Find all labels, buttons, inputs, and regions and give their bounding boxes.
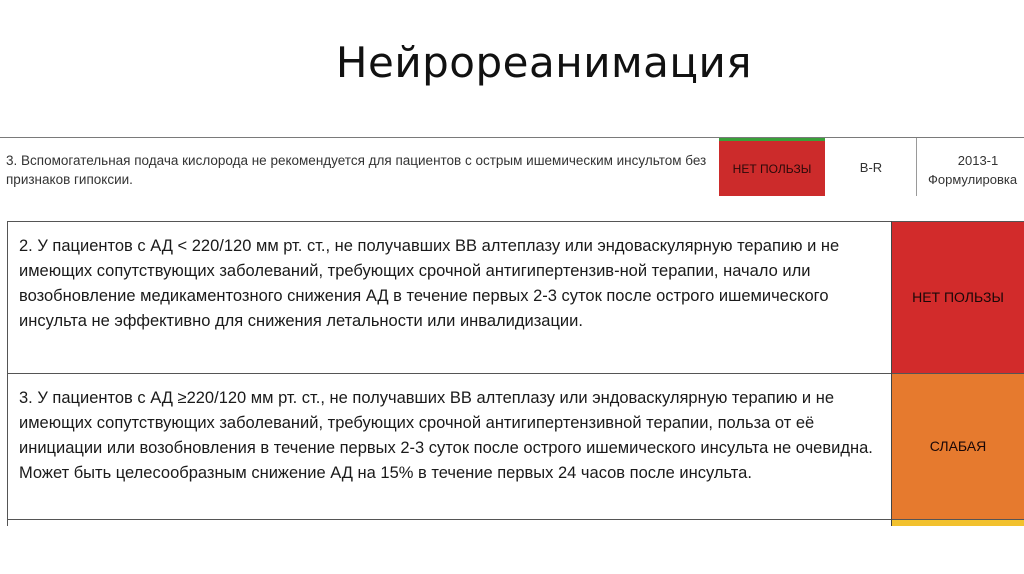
strip-strength-cell: НЕТ ПОЛЬЗЫ [719, 138, 825, 196]
page-title: Нейрореанимация [335, 38, 753, 87]
strip-year: 2013-1 [957, 153, 999, 168]
table-border-top [7, 221, 1024, 222]
strip-recommendation-text: 3. Вспомогательная подача кислорода не рекомендуется для пациентов с острым ишемическим инсультом без признаков гипоксии. [6, 153, 707, 187]
strip-year-note: Формулировка [928, 172, 1018, 187]
strength-cell: СЛАБАЯ [892, 373, 1024, 519]
recommendation-strip [0, 137, 1024, 198]
recommendations-table [7, 221, 1024, 526]
strip-divider [916, 138, 917, 196]
table-row [7, 221, 1024, 373]
recommendation-text: 2. У пациентов с АД < 220/120 мм рт. ст., не получавших ВВ алтеплазу или эндоваскулярную терапию и не имеющих сопутствующих заболеваний, требующих срочной антигипертензив-ной терапии, начало или возобновление медикаментозного снижения АД в течение первых 2-3 суток после острого ишемического инсульта не эффективно для снижения летальности или инвалидизации. [19, 237, 840, 330]
recommendation-text: 3. У пациентов с АД ≥220/120 мм рт. ст., не получавших ВВ алтеплазу или эндоваскулярную терапию и не имеющих сопутствующих заболеваний, требующих срочной антигипертензивной терапии, польза от её инициации или возобновления в течение первых 2-3 суток после острого ишемического инсульта не очевидна. Может быть целесообразным снижение АД на 15% в течение первых 24 часов после инсульта. [19, 389, 873, 482]
table-row [7, 373, 1024, 519]
table-row-divider [7, 373, 1024, 374]
strength-cell: НЕТ ПОЛЬЗЫ [892, 221, 1024, 373]
table-column-divider [891, 221, 892, 526]
next-row-color-hint [892, 520, 1024, 526]
table-border-bottom [7, 519, 1024, 520]
table-border-left [7, 221, 8, 526]
strip-year-cell [918, 151, 1024, 189]
strip-grade-cell: B-R [859, 159, 883, 175]
